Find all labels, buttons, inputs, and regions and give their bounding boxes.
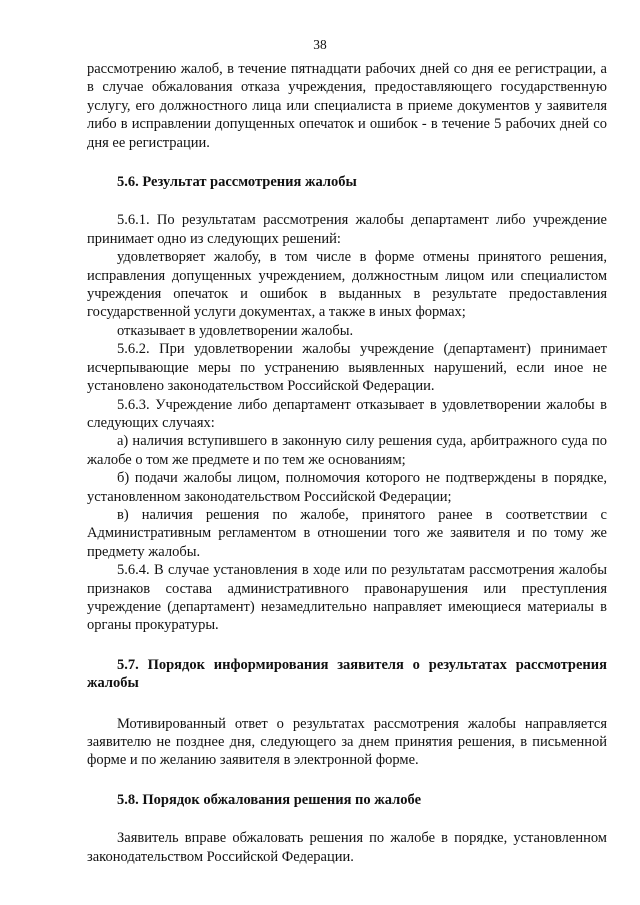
section-heading-5-6: 5.6. Результат рассмотрения жалобы <box>117 174 357 191</box>
paragraph-case-a: а) наличия вступившего в законную силу решения суда, арбитражного суда по жалобе о том же предмете и по тем же основаниям; <box>87 433 607 468</box>
paragraph-decision-satisfy: удовлетворяет жалобу, в том числе в форме отмены принятого решения, исправления допущенных учреждением, должностным лицом или специалистом учреждения опечаток и ошибок в выданных в результате предоставления государственной услуги документах, а также в иных формах; <box>87 249 607 321</box>
page-number: 38 <box>313 37 327 52</box>
paragraph-5-7: Мотивированный ответ о результатах рассмотрения жалобы направляется заявителю не позднее дня, следующего за днем принятия решения, в письменной форме и по желанию заявителя в электронной форме. <box>87 715 607 769</box>
paragraph-5-6-3: 5.6.3. Учреждение либо департамент отказывает в удовлетворении жалобы в следующих случаях: <box>87 396 607 431</box>
section-heading-5-7: 5.7. Порядок информирования заявителя о результатах рассмотрения жалобы <box>87 656 607 692</box>
paragraph-case-c: в) наличия решения по жалобе, принятого ранее в соответствии с Административным регламентом в отношении того же заявителя и по тому же предмету жалобы. <box>87 506 607 560</box>
paragraph-5-6-1: 5.6.1. По результатам рассмотрения жалобы департамент либо учреждение принимает одно из следующих решений: <box>87 212 607 247</box>
paragraph-decision-refuse: отказывает в удовлетворении жалобы. <box>117 322 354 339</box>
document-body <box>87 60 607 866</box>
paragraph-5-6-4: 5.6.4. В случае установления в ходе или по результатам рассмотрения жалобы признаков состава административного правонарушения или преступления учреждение (департамент) незамедлительно направляет имеющиеся материалы в органы прокуратуры. <box>87 562 607 634</box>
intro-paragraph: рассмотрению жалоб, в течение пятнадцати рабочих дней со дня ее регистрации, а в случае обжалования отказа учреждения, предоставляющего государственную услугу, его должностного лица или специалиста в приеме документов у заявителя либо в исправлении допущенных опечаток и ошибок - в течение 5 рабочих дней со дня ее регистрации. <box>87 61 607 151</box>
paragraph-5-8: Заявитель вправе обжаловать решения по жалобе в порядке, установленном законодательством Российской Федерации. <box>87 830 607 865</box>
paragraph-5-6-2: 5.6.2. При удовлетворении жалобы учреждение (департамент) принимает исчерпывающие меры по устранению выявленных нарушений, если иное не установлено законодательством Российской Федерации. <box>87 341 607 395</box>
section-heading-5-8: 5.8. Порядок обжалования решения по жалобе <box>117 791 422 808</box>
paragraph-case-b: б) подачи жалобы лицом, полномочия которого не подтверждены в порядке, установленном законодательством Российской Федерации; <box>87 470 607 505</box>
